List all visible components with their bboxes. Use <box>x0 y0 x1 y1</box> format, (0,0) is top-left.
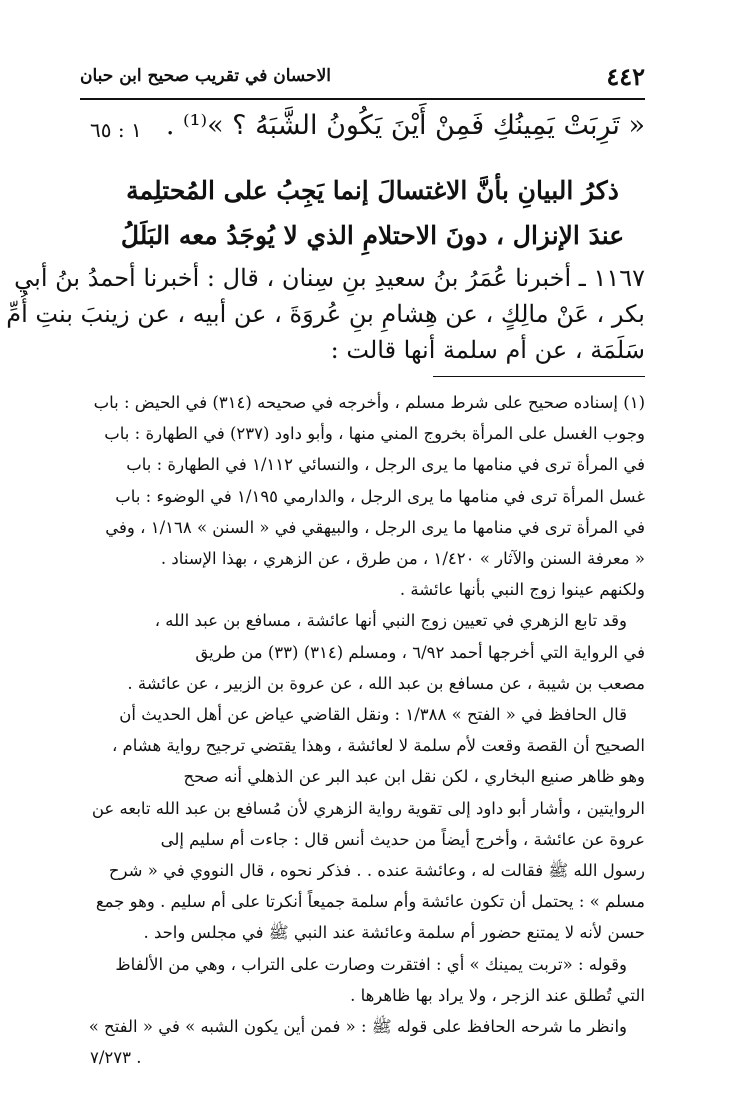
hadith-text-line-2: بكر ، عَنْ مالِكٍ ، عن هِشامِ بنِ عُروَةَ ، عن أبيه ، عن زينبَ بنتِ أُمِّ <box>6 300 645 328</box>
footnote-line: مسلم » : يحتمل أن تكون عائشة وأم سلمة جميعاً أنكرتا على أم سليم . وهو جمع <box>95 892 645 912</box>
footnote-line: قال الحافظ في « الفتح » ١/٣٨٨ : ونقل القاضي عياض عن أهل الحديث أن <box>119 705 627 724</box>
footnote-line: غسل المرأة ترى في منامها ما يرى الرجل ، والدارمي ١/١٩٥ في الوضوء : باب <box>115 486 645 506</box>
footnote-line: وانظر ما شرحه الحافظ على قوله ﷺ : « فمن أين يكون الشبه » في « الفتح » <box>88 1017 627 1036</box>
footnote-line: وقد تابع الزهري في تعيين زوج النبي أنها عائشة ، مسافع بن عبد الله ، <box>154 611 627 631</box>
footnote-line: « معرفة السنن والآثار » ١/٤٢٠ ، من طرق ، عن الزهري ، بهذا الإسناد . <box>160 549 645 568</box>
footnote-line: حسن لأنه لا يمتنع حضور أم سلمة وعائشة عند النبي ﷺ في مجلس واحد . <box>143 923 645 943</box>
hadith-ending: « تَرِبَتْ يَمِينُكِ فَمِنْ أَيْنَ يَكُونُ الشَّبَهُ ؟ »⁽¹⁾ . <box>165 110 645 141</box>
footnote-line: في المرأة ترى في منامها ما يرى الرجل ، والنسائي ١/١١٢ في الطهارة : باب <box>126 455 645 475</box>
footnote-line: الروايتين ، وأشار أبو داود إلى تقوية رواية الزهري لأن مُسافع بن عبد الله تابعه عن <box>91 798 645 818</box>
page-header <box>80 62 645 96</box>
footnote-line: عروة عن عائشة ، وأخرج أيضاً من حديث أنس قال : جاءت أم سليم إلى <box>160 829 645 849</box>
running-title: الاحسان في تقريب صحيح ابن حبان <box>80 66 331 86</box>
footnote-line: في المرأة ترى في منامها ما يرى الرجل ، والبيهقي في « السنن » ١/١٦٨ ، وفي <box>105 517 645 537</box>
reference-number: ١ : ٦٥ <box>90 118 142 142</box>
footnote-line: في الرواية التي أخرجها أحمد ٦/٩٢ ، ومسلم (٣١٤) (٣٣) من طريق <box>195 642 645 662</box>
footnote-separator <box>433 376 645 377</box>
hadith-text-line-3: سَلَمَة ، عن أم سلمة أنها قالت : <box>330 336 645 364</box>
header-rule <box>80 98 645 100</box>
footnote-line: ٧/٢٧٣ . <box>90 1048 142 1068</box>
footnote-line: وجوب الغسل على المرأة بخروج المني منها ، وأبو داود (٢٣٧) في الطهارة : باب <box>104 424 645 444</box>
page-number: ٤٤٢ <box>606 62 645 91</box>
footnote-line: وهو ظاهر صنيع البخاري ، لكن نقل ابن عبد البر عن الذهلي أنه صحح <box>183 767 645 787</box>
footnote-line: رسول الله ﷺ فقالت له ، وعائشة عنده . . فذكر نحوه ، قال النووي في « شرح <box>108 861 645 880</box>
footnote-line: الصحيح أن القصة وقعت لأم سلمة لا لعائشة ، وهذا يقتضي ترجيح رواية هشام ، <box>111 736 645 756</box>
footnote-line: وقوله : «تربت يمينك » أي : افتقرت وصارت على التراب ، وهي من الألفاظ <box>115 954 627 974</box>
footnote-line: (١) إسناده صحيح على شرط مسلم ، وأخرجه في صحيحه (٣١٤) في الحيض : باب <box>93 393 645 412</box>
hadith-text-line-1: ١١٦٧ ـ أخبرنا عُمَرُ بنُ سعيدِ بنِ سِنان ، قال : أخبرنا أحمدُ بنُ أبي <box>14 264 645 292</box>
footnote-line: التي تُطلق عند الزجر ، ولا يراد بها ظاهرها . <box>350 985 645 1005</box>
footnote-line: ولكنهم عينوا زوج النبي بأنها عائشة . <box>399 580 645 600</box>
chapter-heading-line-1: ذكرُ البيانِ بأنَّ الاغتسالَ إنما يَجِبُ على المُحتلِمة <box>126 176 619 205</box>
chapter-heading-line-2: عندَ الإنزال ، دونَ الاحتلامِ الذي لا يُوجَدُ معه البَلَلُ <box>120 221 625 250</box>
footnote-line: مصعب بن شيبة ، عن مسافع بن عبد الله ، عن عروة بن الزبير ، عن عائشة . <box>127 673 645 693</box>
